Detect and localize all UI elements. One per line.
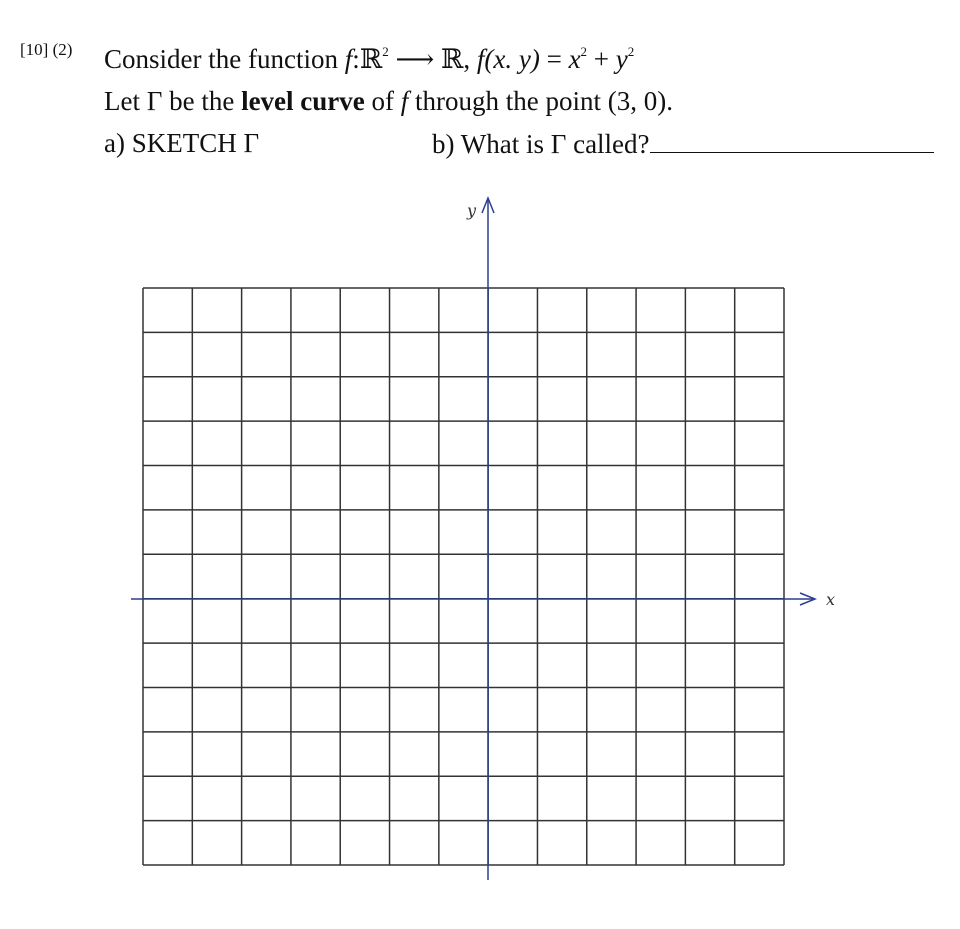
intro-text: Consider the function — [104, 44, 345, 74]
y-axis-label: y — [467, 201, 477, 220]
part-b-text: b) What is Γ called? — [432, 129, 650, 159]
comma: , — [463, 44, 477, 74]
x-variable: x — [568, 44, 581, 74]
domain-symbol: ℝ — [359, 44, 383, 74]
line2-mid: of — [364, 86, 401, 116]
maps-to-arrow: ⟶ — [388, 44, 441, 74]
question-number: [10] (2) — [20, 40, 73, 59]
colon: : — [352, 44, 360, 74]
function-symbol: f — [344, 44, 353, 74]
x-axis-label: x — [826, 590, 836, 609]
line2-function-symbol: f — [400, 86, 409, 116]
codomain-symbol: ℝ — [440, 44, 464, 74]
grid — [143, 288, 784, 865]
domain-exponent: 2 — [382, 44, 389, 59]
line2-pre: Let Γ be the — [104, 86, 242, 116]
line2-post: through the point (3, 0). — [408, 86, 673, 116]
plus-sign: + — [587, 44, 616, 74]
y-variable: y — [615, 44, 628, 74]
part-a-text: a) SKETCH Γ — [104, 128, 260, 158]
x-exponent: 2 — [580, 44, 588, 59]
equals-sign: = — [539, 44, 569, 74]
level-curve-term: level curve — [241, 86, 365, 116]
function-expression: f(x. y) — [476, 44, 540, 74]
y-exponent: 2 — [627, 44, 635, 59]
